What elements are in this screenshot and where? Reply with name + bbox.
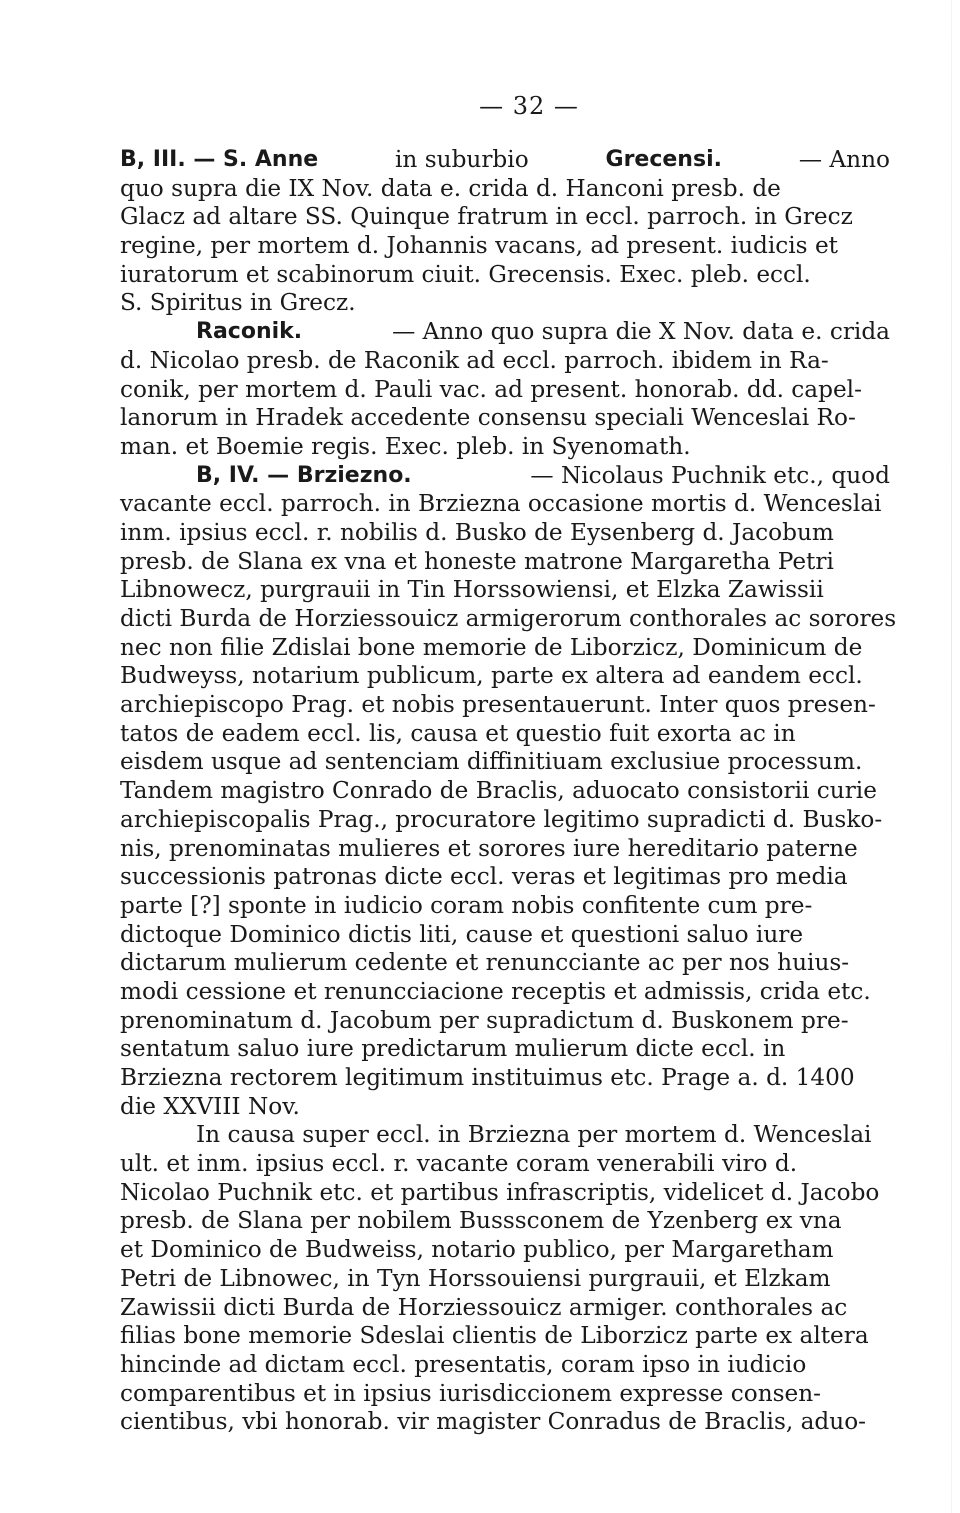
text-line xyxy=(120,921,890,950)
text-line xyxy=(120,691,890,720)
text-line xyxy=(120,978,890,1007)
text-segment: archiepiscopo Prag. et nobis presentauerunt. Inter quos presen- xyxy=(120,691,876,719)
text-line xyxy=(120,806,890,835)
text-line xyxy=(120,576,890,605)
text-segment: Raconik. xyxy=(196,319,303,345)
text-segment: cientibus, vbi honorab. vir magister Conradus de Braclis, aduo- xyxy=(120,1408,866,1436)
text-segment: hincinde ad dictam eccl. presentatis, coram ipso in iudicio xyxy=(120,1350,807,1378)
text-segment: presb. de Slana per nobilem Busssconem de Yzenberg ex vna xyxy=(120,1207,842,1235)
text-line xyxy=(120,1380,890,1409)
text-segment: Brziezna rectorem legitimum instituimus etc. Prage a. d. 1400 xyxy=(120,1064,855,1091)
text-segment: Glacz ad altare SS. Quinque fratrum in eccl. parroch. in Grecz xyxy=(120,203,853,231)
text-line xyxy=(120,433,890,462)
text-line xyxy=(120,777,890,806)
text-segment: — Nicolaus Puchnik etc., quod xyxy=(530,461,890,489)
page-edge-shadow xyxy=(951,0,952,1513)
text-segment: man. et Boemie regis. Exec. pleb. in Syenomath. xyxy=(120,432,691,460)
text-line xyxy=(120,146,890,175)
text-line xyxy=(120,404,890,433)
text-segment: — Anno xyxy=(798,146,890,173)
text-line xyxy=(120,376,890,405)
text-segment: dicti Burda de Horziessouicz armigerorum conthorales ac sorores xyxy=(120,605,897,632)
text-line xyxy=(120,1150,890,1179)
text-segment: ult. et inm. ipsius eccl. r. vacante coram venerabili viro d. xyxy=(120,1150,798,1178)
page-number: — 32 — xyxy=(479,92,579,120)
text-line xyxy=(120,892,890,921)
text-segment: Zawissii dicti Burda de Horziessouicz armiger. conthorales ac xyxy=(120,1293,848,1321)
text-segment: dictarum mulierum cedente et renuncciante ac per nos huius- xyxy=(120,949,850,977)
text-segment: die XXVIII Nov. xyxy=(120,1092,300,1120)
text-segment: iuratorum et scabinorum ciuit. Grecensis. Exec. pleb. eccl. xyxy=(120,260,811,288)
text-segment: Tandem magistro Conrado de Braclis, aduocato consistorii curie xyxy=(120,777,877,805)
text-line xyxy=(120,1121,890,1150)
text-line xyxy=(120,1007,890,1036)
text-segment: filias bone memorie Sdeslai clientis de Liborzicz parte ex altera xyxy=(120,1322,869,1350)
text-line xyxy=(120,1351,890,1380)
text-segment: tatos de eadem eccl. lis, causa et questio fuit exorta ac in xyxy=(120,719,796,747)
text-line xyxy=(120,347,890,376)
text-line xyxy=(120,634,890,663)
text-line xyxy=(120,949,890,978)
text-segment: In causa super eccl. in Brziezna per mortem d. Wenceslai xyxy=(196,1121,872,1149)
text-line xyxy=(120,1179,890,1208)
text-line xyxy=(120,1035,890,1064)
text-segment: B, IV. — Brziezno. xyxy=(196,462,412,488)
text-segment: lanorum in Hradek accedente consensu speciali Wenceslai Ro- xyxy=(120,404,856,432)
text-line xyxy=(120,863,890,892)
text-segment: vacante eccl. parroch. in Brziezna occasione mortis d. Wenceslai xyxy=(120,490,882,518)
text-segment: prenominatum d. Jacobum per supradictum d. Buskonem pre- xyxy=(120,1006,849,1034)
text-line xyxy=(120,605,897,634)
text-line xyxy=(120,462,890,491)
text-segment: Nicolao Puchnik etc. et partibus infrascriptis, videlicet d. Jacobo xyxy=(120,1178,880,1206)
text-segment: modi cessione et renuncciacione receptis et admissis, crida etc. xyxy=(120,977,871,1005)
text-line xyxy=(120,835,890,864)
text-line xyxy=(120,519,890,548)
text-segment: — Anno quo supra die X Nov. data e. crida xyxy=(392,318,890,346)
text-line xyxy=(120,720,890,749)
text-line xyxy=(120,289,890,318)
text-line xyxy=(120,1294,890,1323)
text-line xyxy=(120,1064,890,1093)
text-line xyxy=(120,232,890,261)
text-segment: in suburbio xyxy=(395,146,529,173)
text-line xyxy=(120,318,890,347)
text-segment: eisdem usque ad sentenciam diffinitiuam exclusiue processum. xyxy=(120,748,863,776)
text-segment: successionis patronas dicte eccl. veras et legitimas pro media xyxy=(120,863,848,891)
text-segment: Libnowecz, purgrauii in Tin Horssowiensi, et Elzka Zawissii xyxy=(120,576,824,604)
body-text xyxy=(120,146,897,1437)
text-segment: inm. ipsius eccl. r. nobilis d. Busko de Eysenberg d. Jacobum xyxy=(120,518,834,546)
text-segment: Petri de Libnowec, in Tyn Horssouiensi purgrauii, et Elzkam xyxy=(120,1264,831,1292)
text-segment: nec non filie Zdislai bone memorie de Liborzicz, Dominicum de xyxy=(120,633,863,661)
text-segment: regine, per mortem d. Johannis vacans, ad present. iudicis et xyxy=(120,232,838,260)
text-line xyxy=(120,1207,890,1236)
text-line xyxy=(120,548,890,577)
text-segment: nis, prenominatas mulieres et sorores iure hereditario paterne xyxy=(120,834,858,862)
text-line xyxy=(120,203,890,232)
text-line xyxy=(120,662,890,691)
text-segment: archiepiscopalis Prag., procuratore legitimo supradicti d. Busko- xyxy=(120,805,883,833)
text-line xyxy=(120,490,890,519)
text-segment: et Dominico de Budweiss, notario publico, per Margaretham xyxy=(120,1236,834,1264)
text-segment: presb. de Slana ex vna et honeste matrone Margaretha Petri xyxy=(120,547,834,575)
text-line xyxy=(120,1236,890,1265)
text-segment: Grecensi. xyxy=(605,147,722,172)
text-line xyxy=(120,261,890,290)
text-segment: dictoque Dominico dictis liti, cause et questioni saluo iure xyxy=(120,920,804,948)
text-segment: conik, per mortem d. Pauli vac. ad present. honorab. dd. capel- xyxy=(120,375,862,403)
text-segment: sentatum saluo iure predictarum mulierum dicte eccl. in xyxy=(120,1035,786,1063)
text-line xyxy=(120,175,890,204)
text-segment: S. Spiritus in Grecz. xyxy=(120,289,356,317)
text-line xyxy=(120,748,890,777)
text-segment: quo supra die IX Nov. data e. crida d. Hanconi presb. de xyxy=(120,174,781,202)
text-segment: parte [?] sponte in iudicio coram nobis confitente cum pre- xyxy=(120,891,813,919)
text-line xyxy=(120,1093,890,1122)
text-segment: B, III. — S. Anne xyxy=(120,147,319,172)
text-segment: Budweyss, notarium publicum, parte ex altera ad eandem eccl. xyxy=(120,662,863,690)
text-segment: d. Nicolao presb. de Raconik ad eccl. parroch. ibidem in Ra- xyxy=(120,346,829,374)
text-segment: comparentibus et in ipsius iurisdiccionem expresse consen- xyxy=(120,1379,822,1407)
text-line xyxy=(120,1322,890,1351)
text-line xyxy=(120,1408,890,1437)
text-line xyxy=(120,1265,890,1294)
